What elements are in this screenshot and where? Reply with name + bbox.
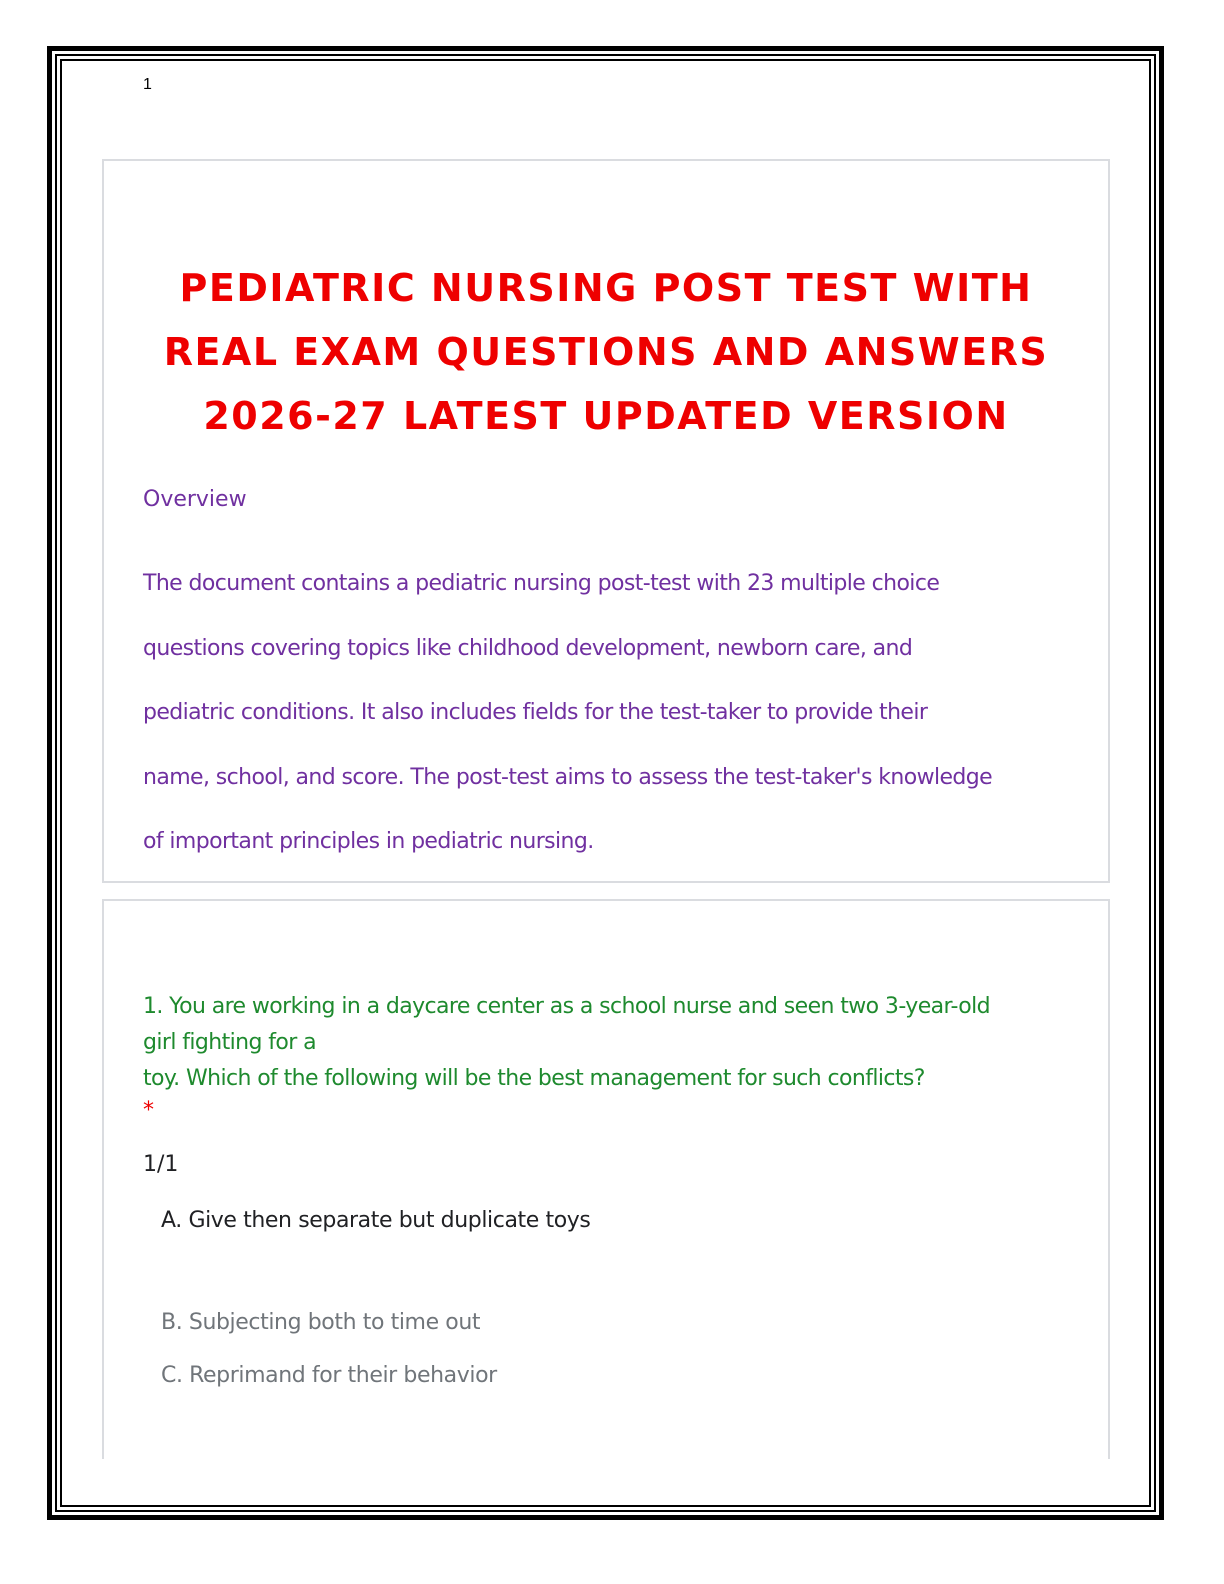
title-line: PEDIATRIC NURSING POST TEST WITH — [179, 266, 1033, 310]
answer-option-a[interactable]: A. Give then separate but duplicate toys — [161, 1208, 591, 1233]
overview-line: questions covering topics like childhood development, newborn care, and — [143, 635, 913, 661]
title-line: REAL EXAM QUESTIONS AND ANSWERS — [163, 330, 1049, 374]
overview-line: pediatric conditions. It also includes fields for the test-taker to provide their — [143, 700, 928, 725]
overview-line: name, school, and score. The post-test aims to assess the test-taker's knowledge — [143, 764, 993, 790]
overview-line: The document contains a pediatric nursing post-test with 23 multiple choice — [143, 571, 940, 596]
question-text-line: 1. You are working in a daycare center as a school nurse and seen two 3-year-old — [143, 994, 991, 1019]
document-title — [0, 256, 1212, 448]
overview-heading: Overview — [143, 487, 247, 512]
overview-line: of important principles in pediatric nursing. — [143, 829, 594, 854]
answer-option-c[interactable]: C. Reprimand for their behavior — [161, 1363, 497, 1388]
question-1 — [143, 989, 1083, 1125]
overview-paragraph — [143, 566, 1083, 889]
page-number: 1 — [143, 76, 152, 93]
question-text-line: girl fighting for a — [143, 1030, 316, 1055]
answer-option-b[interactable]: B. Subjecting both to time out — [161, 1310, 481, 1335]
question-text-line: toy. Which of the following will be the best management for such conflicts? — [143, 1066, 925, 1091]
question-score: 1/1 — [143, 1152, 179, 1177]
required-marker: * — [143, 1098, 154, 1123]
title-line: 2026-27 LATEST UPDATED VERSION — [203, 394, 1009, 438]
